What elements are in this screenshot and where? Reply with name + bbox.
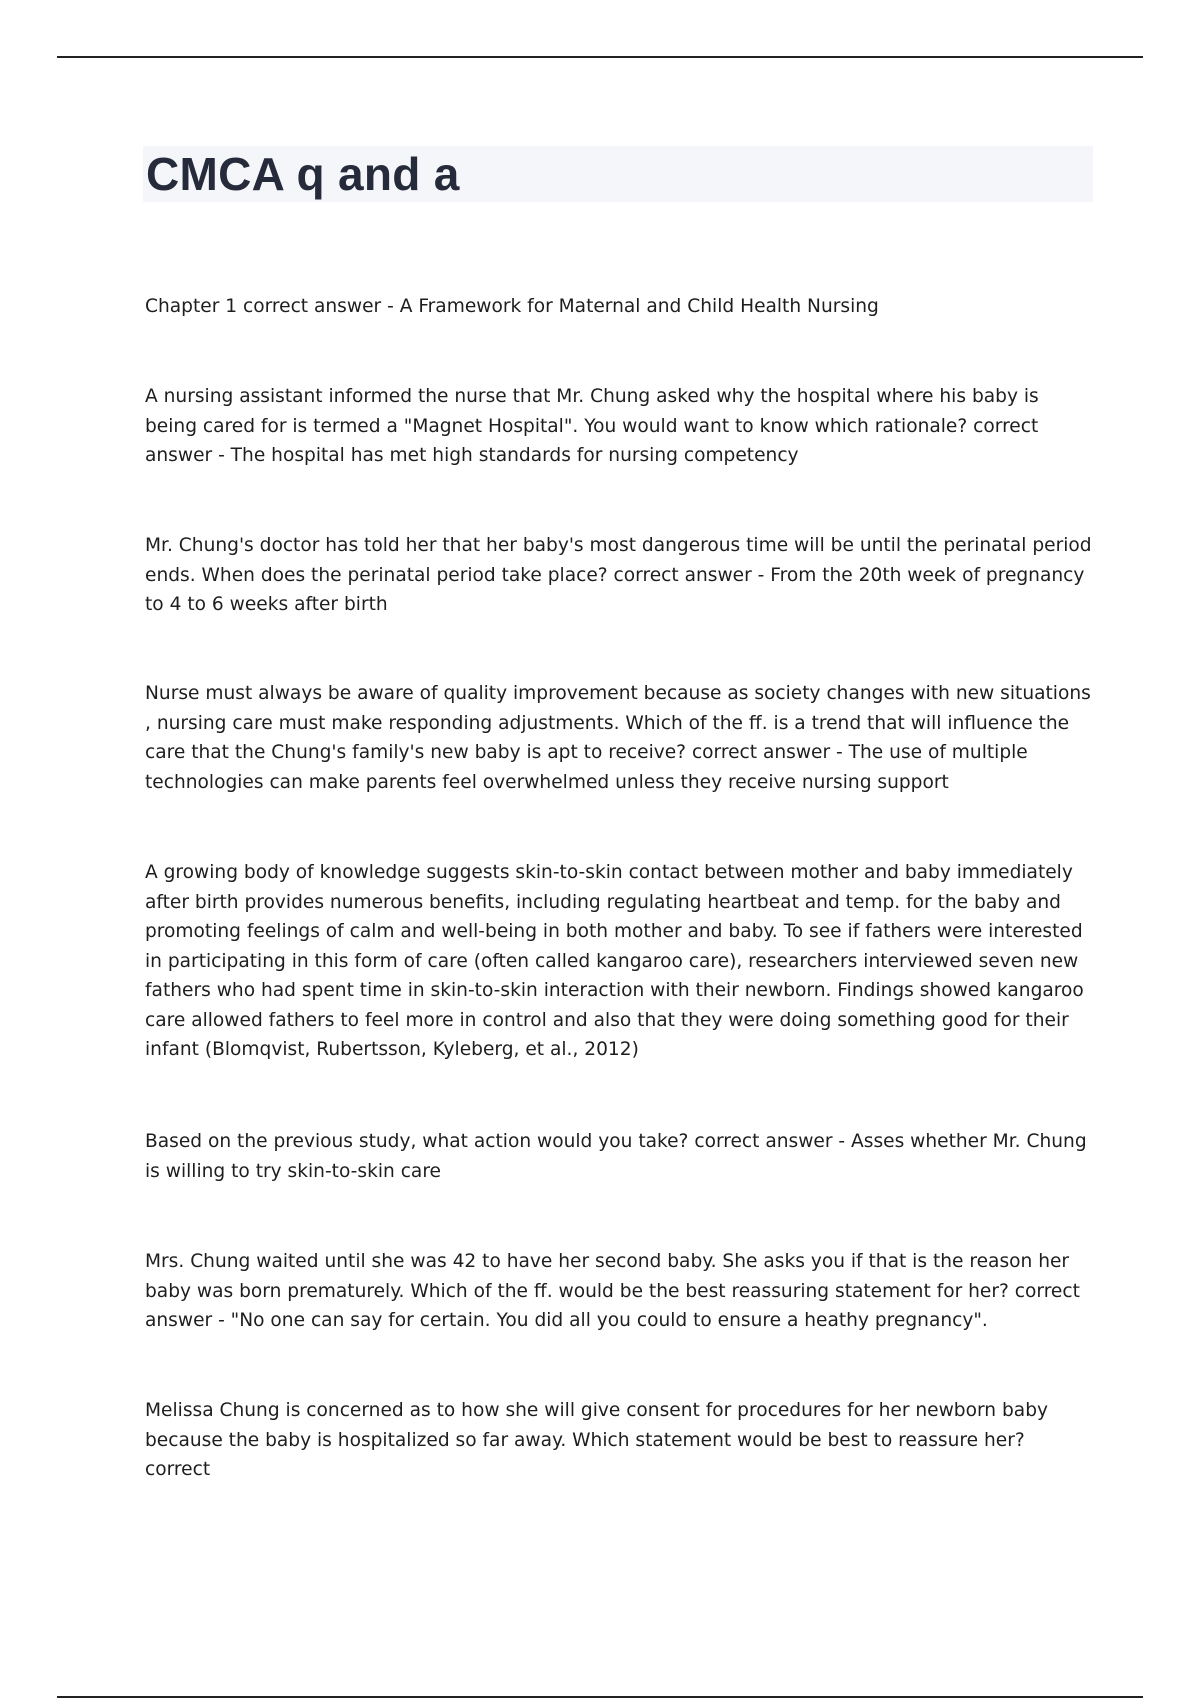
paragraph-qa-magnet-hospital: A nursing assistant informed the nurse that Mr. Chung asked why the hospital where his baby is being cared for is termed a "Magnet Hospital". You would want to know which rationale? correct answer - The hospital has met high standards for nursing competency <box>145 386 1039 466</box>
paragraph-qa-reassuring-statement: Mrs. Chung waited until she was 42 to have her second baby. She asks you if that is the reason her baby was born prematurely. Which of the ff. would be the best reassuring statement for her? correct answer - "No one can say for certain. You did all you could to ensure a heathy pregnancy". <box>145 1251 1080 1331</box>
top-rule <box>57 56 1143 58</box>
paragraph-qa-quality-improvement: Nurse must always be aware of quality improvement because as society changes with new situations , nursing care must make responding adjustments. Which of the ff. is a trend that will influence the care that the Chung's family's new baby is apt to receive? correct answer - The use of multiple technologies can make parents feel overwhelmed unless they receive nursing support <box>145 683 1091 793</box>
paragraph-qa-consent: Melissa Chung is concerned as to how she will give consent for procedures for her newborn baby because the baby is hospitalized so far away. Which statement would be best to reassure her? correct <box>145 1400 1049 1480</box>
paragraph-kangaroo-care-study: A growing body of knowledge suggests skin-to-skin contact between mother and baby immediately after birth provides numerous benefits, including regulating heartbeat and temp. for the baby and promoting feelings of calm and well-being in both mother and baby. To see if fathers were interested in participating in this form of care (often called kangaroo care), researchers interviewed seven new fathers who had spent time in skin-to-skin interaction with their newborn. Findings showed kangaroo care allowed fathers to feel more in control and also that they were doing something good for their infant (Blomqvist, Rubertsson, Kyleberg, et al., 2012) <box>145 862 1084 1060</box>
document-title: CMCA q and a <box>146 148 460 200</box>
paragraph-qa-study-action: Based on the previous study, what action would you take? correct answer - Asses whether Mr. Chung is willing to try skin-to-skin care <box>145 1131 1087 1182</box>
paragraph-qa-perinatal-period: Mr. Chung's doctor has told her that her baby's most dangerous time will be until the perinatal period ends. When does the perinatal period take place? correct answer - From the 20th week of pregnancy to 4 to 6 weeks after birth <box>145 535 1092 615</box>
bottom-rule <box>57 1696 1143 1698</box>
paragraph-chapter-heading: Chapter 1 correct answer - A Framework for Maternal and Child Health Nursing <box>145 296 879 317</box>
